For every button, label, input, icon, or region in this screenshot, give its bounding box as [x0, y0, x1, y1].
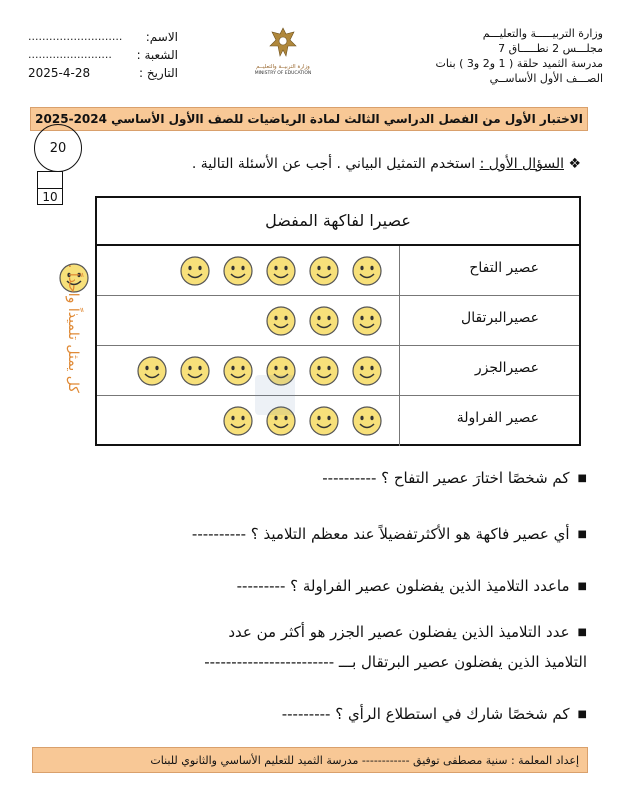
square-bullet-icon: ■ — [577, 709, 587, 720]
footer-banner — [32, 747, 588, 773]
question-carrot-compare — [47, 620, 587, 645]
grade-line: الصـــف الأول الأساســي — [489, 72, 603, 85]
smiley-face-icon — [308, 305, 340, 337]
ministry-logo — [248, 26, 318, 88]
part-score-box — [37, 188, 63, 205]
pictograph-icons — [265, 305, 383, 337]
pictograph-icons — [222, 405, 383, 437]
pictograph-title: عصيرا لفاكهة المفضل — [97, 198, 579, 246]
student-fields — [28, 28, 178, 82]
section-field[interactable] — [28, 46, 178, 64]
pictograph-category-label: عصيرالجزر — [399, 346, 579, 395]
question-text: التلاميذ الذين يفضلون عصير البرتقال بـــ ------------------------ — [204, 653, 587, 671]
total-score: 20 — [49, 141, 67, 156]
name-value: ........................... — [28, 30, 123, 43]
question-text: كم شخصًا شارك في استطلاع الرأي ؟ --------- — [281, 705, 570, 723]
date-value: 2025-4-28 — [28, 66, 91, 80]
pictograph-row — [97, 346, 579, 396]
smiley-face-icon — [308, 355, 340, 387]
square-bullet-icon: ■ — [577, 581, 587, 592]
pictograph-key: كل يمثل تلميذاً واحداً . — [65, 263, 81, 393]
question-total — [47, 702, 587, 727]
pictograph-category-label: عصيرالبرتقال — [399, 296, 579, 345]
question-carrot-compare-line2 — [47, 650, 587, 674]
diamond-bullet-icon: ❖ — [568, 156, 581, 172]
exam-title-banner — [30, 107, 588, 131]
pictograph-rows — [97, 246, 579, 446]
logo-caption-ar: وزارة التربيــة والتعليــم — [256, 64, 310, 70]
council-line: مجلـــس 2 نطـــــاق 7 — [498, 42, 603, 55]
smiley-face-icon — [179, 355, 211, 387]
pictograph-row — [97, 246, 579, 296]
smiley-face-icon — [222, 405, 254, 437]
question-1-instruction: استخدم التمثيل البياني . أجب عن الأسئلة التالية . — [191, 156, 480, 172]
square-bullet-icon: ■ — [577, 529, 587, 540]
total-score-circle — [34, 124, 82, 172]
section-value: ........................ — [28, 48, 112, 61]
square-bullet-icon: ■ — [577, 627, 587, 638]
date-field — [28, 64, 178, 82]
section-label: الشعبة : — [136, 48, 178, 62]
school-line: مدرسة الثميد حلقة ( 1 و2 و3 ) بنات — [435, 57, 603, 70]
date-label: التاريخ : — [138, 66, 178, 80]
smiley-face-icon — [265, 255, 297, 287]
square-bullet-icon: ■ — [577, 473, 587, 484]
watermark — [255, 375, 295, 415]
question-strawberry — [47, 574, 587, 599]
smiley-face-icon — [351, 405, 383, 437]
pictograph-category-label: عصير الفراولة — [399, 396, 579, 446]
question-1-label: السؤال الأول : — [479, 156, 564, 172]
emblem-icon — [268, 26, 298, 60]
smiley-face-icon — [351, 305, 383, 337]
name-field[interactable] — [28, 28, 178, 46]
pictograph-table — [95, 196, 581, 446]
part-score: 10 — [42, 190, 58, 204]
smiley-face-icon — [351, 355, 383, 387]
pictograph-category-label: عصير التفاح — [399, 246, 579, 295]
score-input-box[interactable] — [37, 171, 63, 188]
footer-text: إعداد المعلمة : سنية مصطفى توفيق ------------ مدرسة الثميد للتعليم الأساسي والثانوي للبنات — [150, 754, 579, 767]
smiley-face-icon — [222, 255, 254, 287]
exam-title: الاختبار الأول من الفصل الدراسي الثالث لمادة الرياضيات للصف االأول الأساسي 2024-2025 — [35, 112, 583, 126]
smiley-face-icon — [222, 355, 254, 387]
smiley-face-icon — [136, 355, 168, 387]
question-1-heading — [192, 154, 581, 174]
smiley-face-icon — [179, 255, 211, 287]
smiley-face-icon — [308, 405, 340, 437]
question-text: عدد التلاميذ الذين يفضلون عصير الجزر هو أكثر من عدد — [228, 623, 570, 641]
pictograph-row — [97, 396, 579, 446]
question-apple — [47, 466, 587, 491]
smiley-face-icon — [308, 255, 340, 287]
pictograph-row — [97, 296, 579, 346]
smiley-face-icon — [265, 305, 297, 337]
question-text: كم شخصًا اختارَ عصير التفاح ؟ ---------- — [322, 469, 570, 487]
smiley-face-icon — [351, 255, 383, 287]
school-info — [403, 26, 603, 86]
question-text: ماعدد التلاميذ الذين يفضلون عصير الفراولة ؟ --------- — [236, 577, 570, 595]
question-favorite — [47, 522, 587, 547]
logo-caption-en: MINISTRY OF EDUCATION — [254, 71, 312, 76]
ministry-line: وزارة التربيـــــة والتعليـــم — [482, 27, 603, 40]
pictograph-icons — [179, 255, 383, 287]
name-label: الاسم: — [145, 30, 178, 44]
question-text: أي عصير فاكهة هو الأكثرتفضيلاً عند معظم التلاميذ ؟ ---------- — [191, 525, 570, 543]
